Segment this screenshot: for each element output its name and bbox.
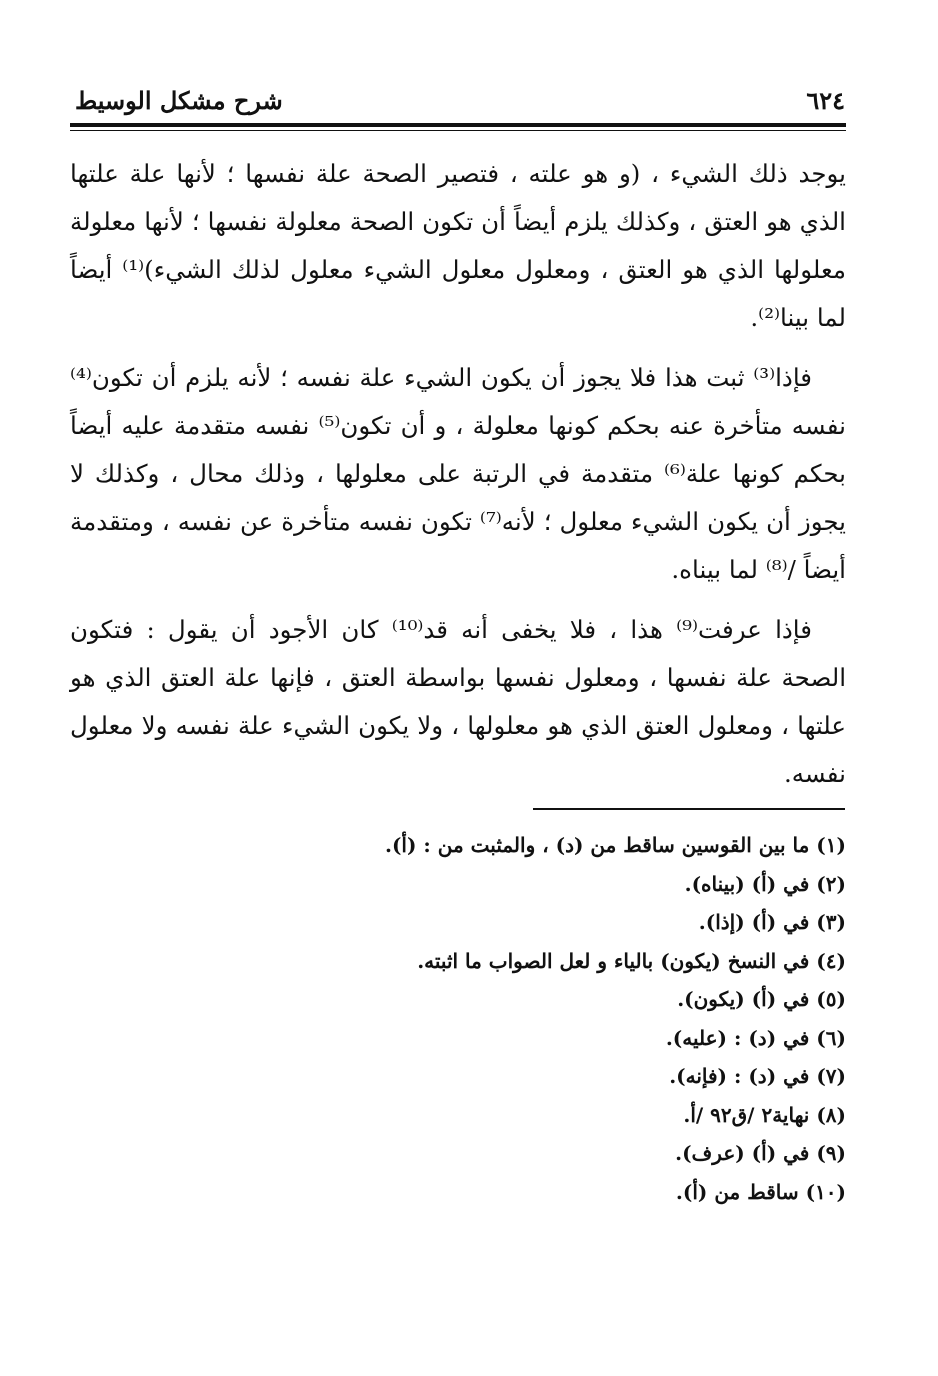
footnote-9: (٩) في (أ) (عرف). xyxy=(675,1141,846,1165)
footnotes-list xyxy=(70,826,846,1211)
footnote-4: (٤) في النسخ (يكون) بالياء و لعل الصواب ما اثبته. xyxy=(417,948,846,973)
main-text xyxy=(70,150,846,810)
page-header xyxy=(75,84,845,118)
footnote-2: (٢) في (أ) (بيناه). xyxy=(684,871,846,896)
paragraph-3: فإذا عرفت⁽⁹⁾ هذا ، فلا يخفى أنه قد⁽¹⁰⁾ كان الأجود أن يقول : فتكون الصحة علة نفسها ، ومعلول نفسها بواسطة العتق ، فإنها علة العتق الذي هو علتها ، ومعلول العتق الذي هو معلولها ، ولا يكون الشيء علة نفسه ولا معلول نفسه. xyxy=(70,615,846,788)
footnote-7: (٧) في (د) : (فإنه). xyxy=(669,1064,846,1088)
footnote-8: (٨) نهاية٢ /ق٩٢ /أ. xyxy=(683,1102,846,1127)
footnote-5: (٥) في (أ) (يكون). xyxy=(677,987,846,1011)
footnote-1: (١) ما بين القوسين ساقط من (د) ، والمثبت من : (أ). xyxy=(385,833,846,857)
page-number: ٦٢٤ xyxy=(806,86,845,115)
header-rule-thin xyxy=(70,130,846,131)
book-title: شرح مشكل الوسيط xyxy=(75,86,283,115)
paragraph-2: فإذا⁽³⁾ ثبت هذا فلا يجوز أن يكون الشيء علة نفسه ؛ لأنه يلزم أن تكون⁽⁴⁾ نفسه متأخرة عنه بحكم كونها معلولة ، و أن تكون⁽⁵⁾ نفسه متقدمة عليه أيضاً بحكم كونها علة⁽⁶⁾ متقدمة في الرتبة على معلولها ، وذلك محال ، وكذلك لا يجوز أن يكون الشيء معلول ؛ لأنه⁽⁷⁾ تكون نفسه متأخرة عن نفسه ، ومتقدمة أيضاً /⁽⁸⁾ لما بيناه. xyxy=(70,363,846,584)
footnote-6: (٦) في (د) : (عليه). xyxy=(665,1025,846,1050)
footnote-10: (١٠) ساقط من (أ). xyxy=(675,1179,846,1204)
paragraph-1: يوجد ذلك الشيء ، (و هو علته ، فتصير الصحة علة نفسها ؛ لأنها علة علتها الذي هو العتق ، وكذلك يلزم أيضاً أن تكون الصحة معلولة نفسها ؛ لأنها معلولة معلولها الذي هو العتق ، ومعلول معلول الشيء معلول لذلك الشيء)⁽¹⁾ أيضاً لما بينا⁽²⁾. xyxy=(70,159,846,332)
footnote-separator xyxy=(533,808,845,810)
footnote-3: (٣) في (أ) (إذا). xyxy=(698,910,846,934)
header-rule-thick xyxy=(70,123,846,127)
